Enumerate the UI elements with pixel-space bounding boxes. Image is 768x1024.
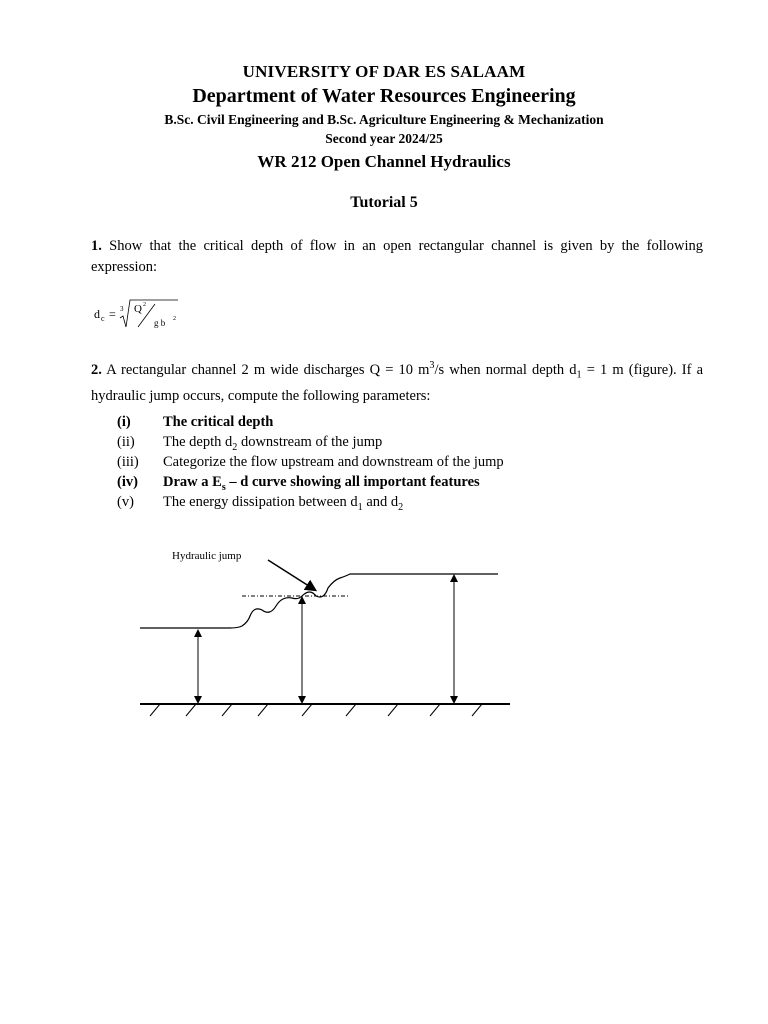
item-text-b: – d curve showing all important features [225, 474, 480, 490]
list-item [117, 454, 504, 471]
question-2-number: 2. [91, 361, 102, 378]
item-text: The energy dissipation between d [163, 494, 358, 510]
formula-equals: = [109, 307, 116, 321]
bed-hatching [150, 704, 482, 716]
depth-subscript: 1 [576, 369, 582, 381]
item-sub: 2 [232, 441, 238, 453]
jump-pointer-arrow [268, 560, 312, 588]
tutorial-title: Tutorial 5 [350, 194, 418, 211]
question-2-text-c: = 1 m (figure). If a hydraulic jump occurs, compute the following parameters: [91, 361, 704, 404]
formula-lhs-sub: c [101, 314, 105, 323]
item-sub: s [221, 481, 226, 493]
formula-numerator-exp: 2 [143, 302, 146, 308]
critical-depth-formula [92, 296, 192, 334]
question-2-text-a: A rectangular channel 2 m wide discharges Q = 10 m [106, 361, 430, 378]
formula-root-index: 3 [120, 305, 124, 313]
unit-exponent: 3 [429, 360, 435, 371]
item-sub: 1 [357, 501, 363, 513]
academic-year: Second year 2024/25 [325, 131, 443, 146]
item-roman: (v) [117, 494, 134, 510]
department-name: Department of Water Resources Engineering [192, 85, 576, 107]
figure-label: Hydraulic jump [172, 550, 242, 562]
list-item [117, 414, 273, 431]
question-2-text-b: /s when normal depth d [434, 361, 577, 378]
formula-lhs: d [94, 307, 100, 321]
question-2 [91, 355, 703, 407]
question-1-number: 1. [91, 238, 102, 254]
item-text: The critical depth [163, 414, 274, 430]
programme-line: B.Sc. Civil Engineering and B.Sc. Agriculture Engineering & Mechanization [164, 112, 604, 127]
item-text: Categorize the flow upstream and downstream of the jump [163, 454, 504, 470]
item-sub-2: 2 [398, 501, 404, 513]
list-item [117, 494, 403, 513]
radical-sign [120, 300, 178, 327]
question-1 [91, 236, 703, 278]
item-roman: (i) [117, 414, 131, 430]
hydraulic-jump-figure [130, 540, 520, 725]
item-text-b: downstream of the jump [237, 434, 383, 450]
formula-denominator-exp: 2 [173, 316, 176, 322]
formula-denominator: g b [154, 318, 166, 328]
item-text: The depth d [163, 434, 233, 450]
course-title: WR 212 Open Channel Hydraulics [257, 152, 511, 171]
item-roman: (iii) [117, 454, 139, 470]
water-surface [140, 574, 498, 628]
item-text-b: and d [362, 494, 399, 510]
list-item [117, 434, 382, 453]
university-name: UNIVERSITY OF DAR ES SALAAM [242, 62, 526, 81]
question-1-text: Show that the critical depth of flow in an open rectangular channel is given by the following expression: [91, 238, 704, 275]
item-text: Draw a E [163, 474, 222, 490]
formula-numerator: Q [134, 303, 142, 315]
item-roman: (iv) [117, 474, 138, 490]
item-roman: (ii) [117, 434, 135, 450]
list-item [117, 474, 480, 493]
